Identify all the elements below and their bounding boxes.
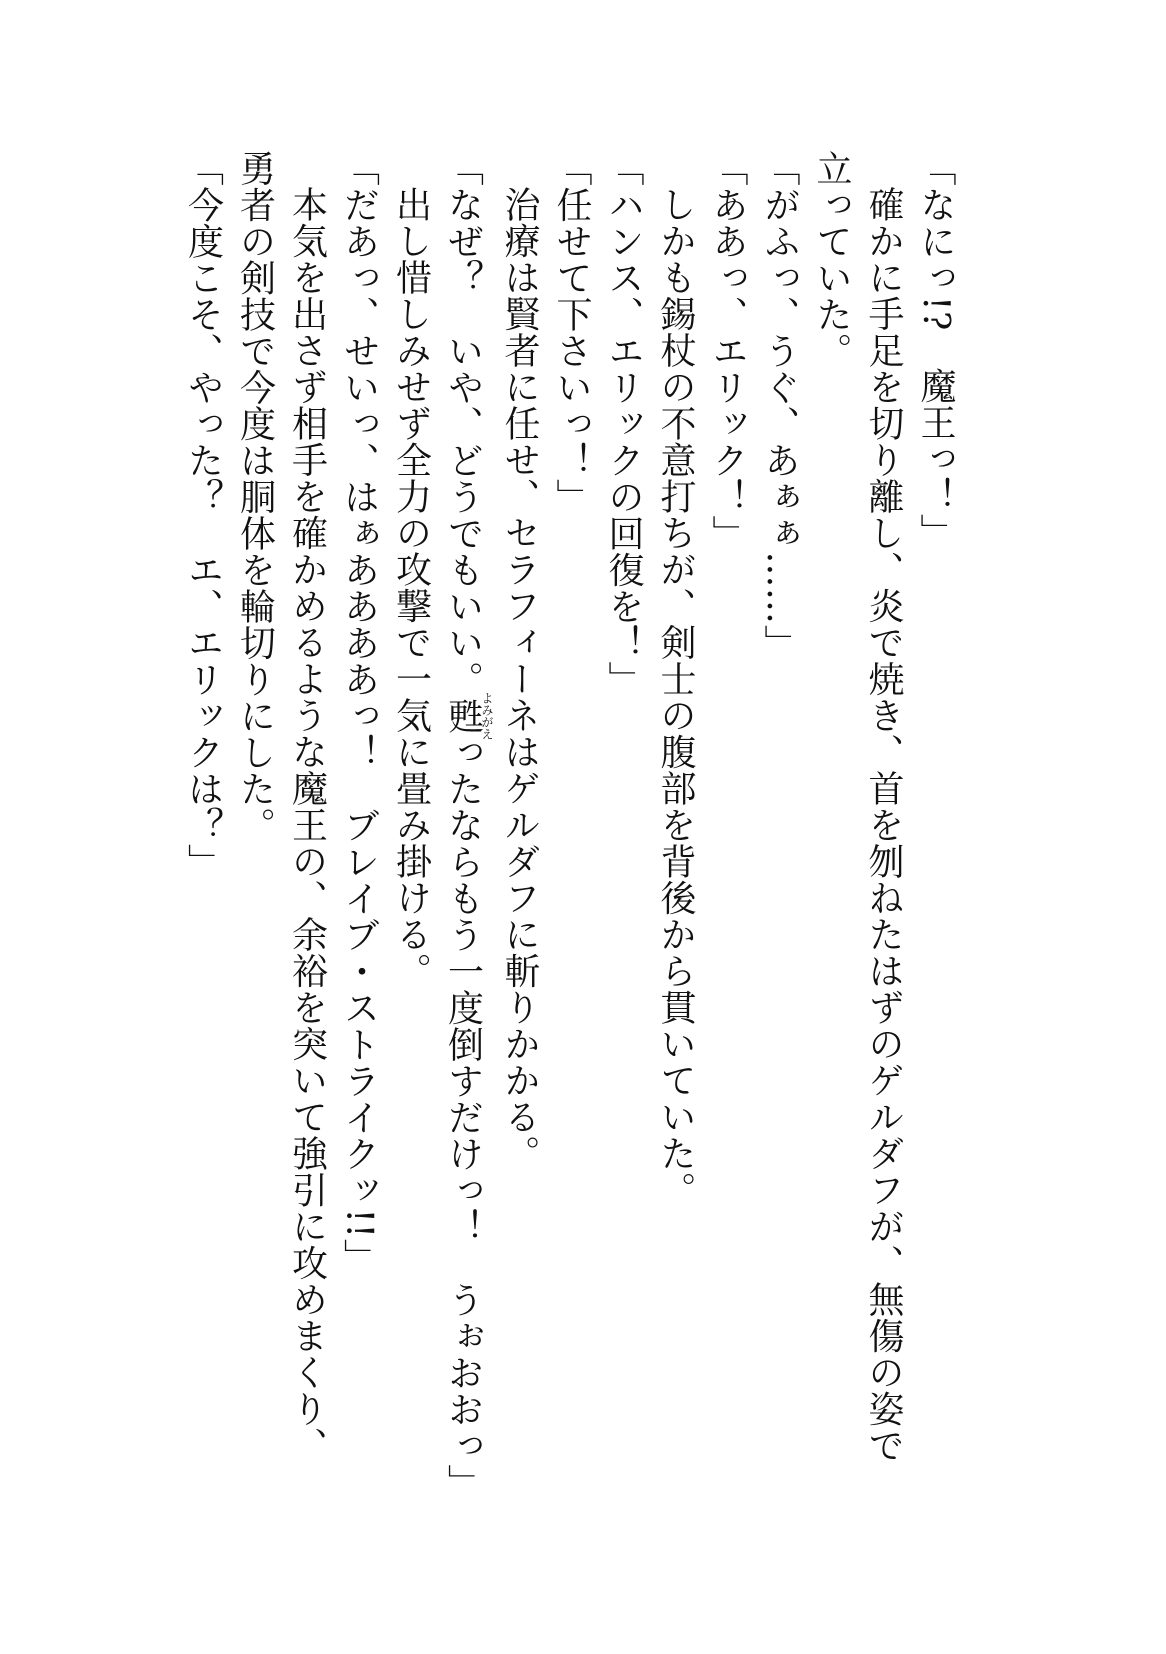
text-line: 「なにっ!? 魔王っ！」 [915, 150, 956, 550]
ruby-word [442, 691, 494, 740]
text-line: 本気を出さず相手を確かめるような魔王の、余裕を突いて強引に攻めまくり、 [286, 186, 328, 1464]
text-line-with-ruby [437, 150, 494, 1570]
text-line: 「任せて下さいっ！」 [551, 150, 592, 515]
text-line: 「がふっ、うぐ、あぁぁ……」 [759, 150, 800, 661]
text-line: 勇者の剣技で今度は胴体を輪切りにした。 [234, 150, 276, 844]
text-segment: 「なぜ？ いや、どうでもいい。 [442, 150, 484, 698]
text-line: 立っていた。 [811, 150, 852, 369]
text-line: 「ハンス、エリックの回復を！」 [603, 150, 644, 698]
ruby-base: 甦 [442, 691, 484, 740]
ruby-reading: よみがえ [480, 691, 494, 740]
vertical-text-block [141, 150, 961, 1570]
text-line: 「ああっ、エリック！」 [707, 150, 748, 552]
text-line: 出し惜しみせず全力の攻撃で一気に畳み掛ける。 [390, 186, 432, 989]
text-line: 治療は賢者に任せ、セラフィーネはゲルダフに斬りかかる。 [499, 186, 540, 1172]
text-line: しかも錫杖の不意打ちが、剣士の腹部を背後から貫いていた。 [655, 186, 696, 1208]
text-line: 確かに手足を切り離し、炎で焼き、首を刎ねたはずのゲルダフが、無傷の姿で [863, 186, 904, 1464]
text-line: 「今度こそ、やった？ エ、エリックは？」 [182, 150, 224, 880]
text-segment: ったならもう一度倒すだけっ！ うぉおおっ」 [442, 734, 484, 1501]
text-line: 「だあっ、せいっ、はぁああああっ！ ブレイブ・ストライクッ!!」 [338, 150, 380, 1275]
